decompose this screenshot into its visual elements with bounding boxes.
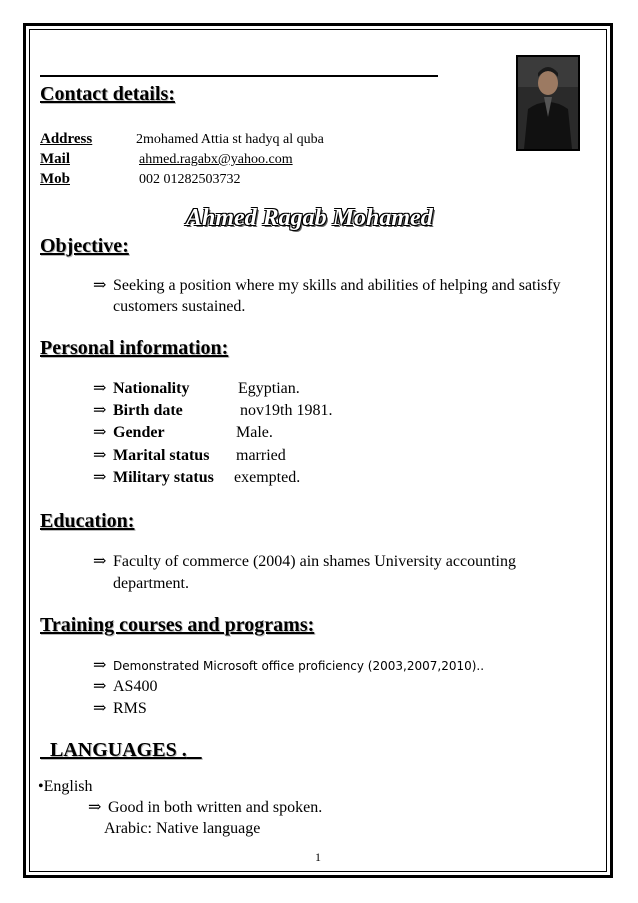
personal-value: married bbox=[236, 447, 286, 464]
arrow-icon: ⇒ bbox=[93, 678, 107, 695]
english-detail: ⇒ Good in both written and spoken. bbox=[88, 799, 323, 816]
education-line-2: department. bbox=[113, 575, 189, 592]
arrow-icon: ⇒ bbox=[88, 799, 102, 816]
education-heading: Education: bbox=[40, 510, 135, 532]
objective-line-1: ⇒ Seeking a position where my skills and abilities of helping and satisfy bbox=[93, 277, 561, 294]
personal-value: Male. bbox=[236, 424, 273, 441]
personal-value: exempted. bbox=[234, 469, 301, 486]
training-item: ⇒ AS400 bbox=[93, 678, 158, 695]
mob-value: 002 01282503732 bbox=[139, 172, 241, 187]
profile-photo bbox=[516, 55, 580, 151]
objective-heading: Objective: bbox=[40, 235, 129, 257]
arrow-icon: ⇒ bbox=[93, 657, 107, 674]
personal-row: ⇒ Birth date bbox=[93, 402, 183, 419]
personal-value: nov19th 1981. bbox=[240, 402, 333, 419]
language-bullet: •English bbox=[38, 778, 93, 795]
personal-value: Egyptian. bbox=[238, 380, 300, 397]
training-item: ⇒ RMS bbox=[93, 700, 147, 717]
arrow-icon: ⇒ bbox=[93, 424, 107, 441]
arrow-icon: ⇒ bbox=[93, 469, 107, 486]
personal-heading: Personal information: bbox=[40, 337, 229, 359]
personal-row: ⇒ Gender bbox=[93, 424, 165, 441]
arrow-icon: ⇒ bbox=[93, 402, 107, 419]
personal-row: ⇒ Marital status bbox=[93, 447, 210, 464]
arabic-line: Arabic: Native language bbox=[104, 820, 261, 837]
email-link[interactable]: ahmed.ragabx@yahoo.com bbox=[139, 152, 293, 167]
contact-heading: Contact details: bbox=[40, 83, 175, 105]
education-line-1: ⇒ Faculty of commerce (2004) ain shames University accounting bbox=[93, 553, 516, 570]
address-label: Address bbox=[40, 131, 93, 147]
arrow-icon: ⇒ bbox=[93, 277, 107, 294]
training-item: ⇒ Demonstrated Microsoft office proficiency (2003,2007,2010).. bbox=[93, 657, 485, 674]
objective-line-2: customers sustained. bbox=[113, 298, 246, 315]
arrow-icon: ⇒ bbox=[93, 553, 107, 570]
mob-label: Mob bbox=[40, 171, 70, 187]
mail-label: Mail bbox=[40, 151, 70, 167]
arrow-icon: ⇒ bbox=[93, 380, 107, 397]
bullet-icon: • bbox=[38, 778, 44, 795]
languages-heading: LANGUAGES . bbox=[50, 739, 187, 761]
person-photo-icon bbox=[518, 57, 578, 149]
training-heading: Training courses and programs: bbox=[40, 614, 315, 636]
person-name: Ahmed Ragab Mohamed bbox=[186, 205, 433, 231]
arrow-icon: ⇒ bbox=[93, 700, 107, 717]
page-number: 1 bbox=[315, 850, 321, 864]
top-rule bbox=[40, 75, 438, 77]
address-value: 2mohamed Attia st hadyq al quba bbox=[136, 132, 324, 147]
arrow-icon: ⇒ bbox=[93, 447, 107, 464]
personal-row: ⇒ Nationality bbox=[93, 380, 190, 397]
personal-row: ⇒ Military status bbox=[93, 469, 214, 486]
